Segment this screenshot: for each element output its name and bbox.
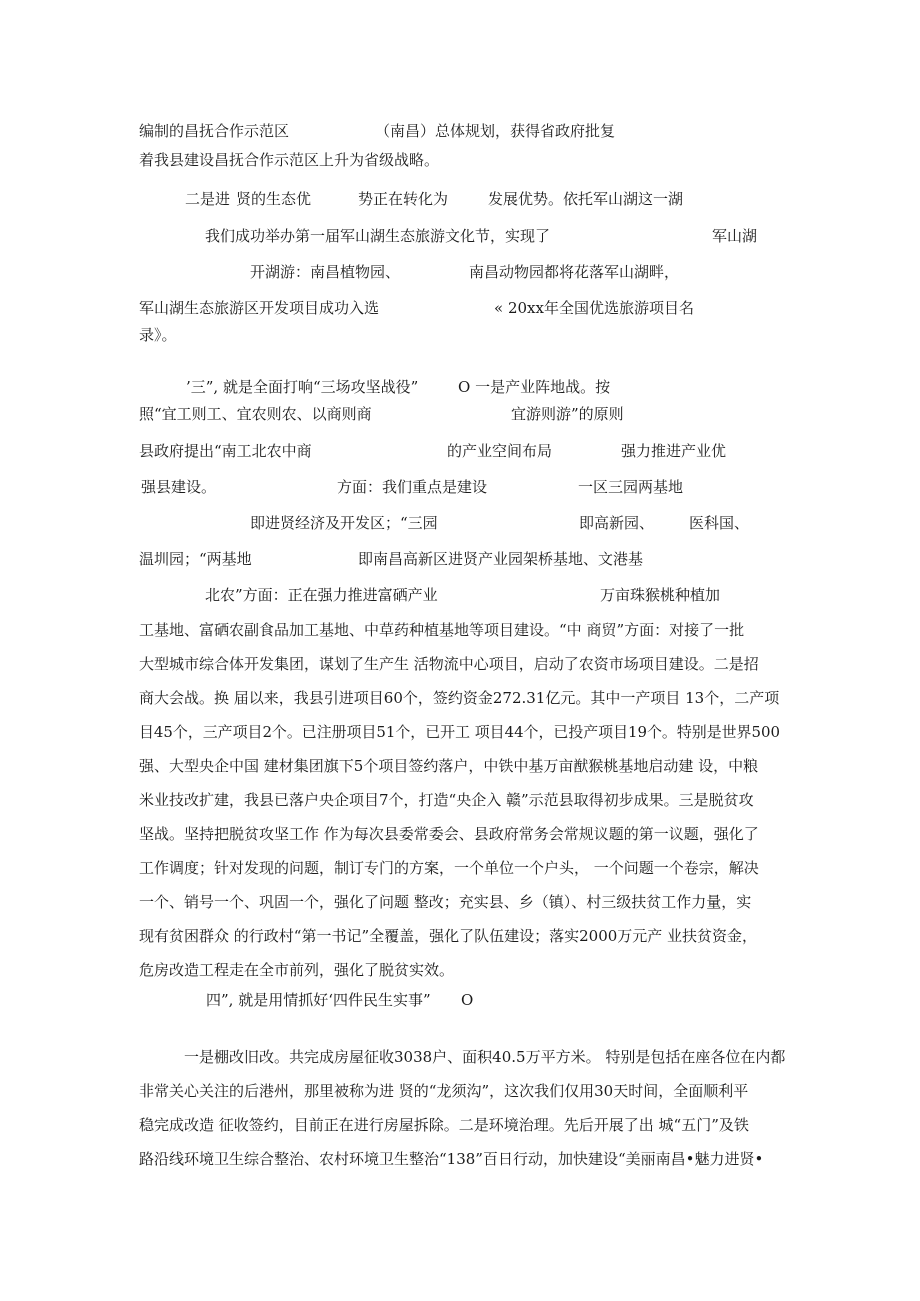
text-segment: 军山湖生态旅游区开发项目成功入选 <box>139 299 380 317</box>
text-line: 路沿线环境卫生综合整治、农村环境卫生整治“138”百日行动，加快建设“美丽南昌•魅力进贤• <box>139 1150 764 1168</box>
text-segment: 一是棚改旧改。共完成房屋征收3038户、面积40.5万平方米。 特别是包括在座各位在内都 <box>184 1048 786 1066</box>
text-line: 危房改造工程走在全市前列，强化了脱贫实效。 <box>139 961 455 979</box>
text-segment: ’三”, 就是全面打响“三场攻坚战役” <box>186 378 419 396</box>
text-segment: 县政府提出“南工北农中商 <box>139 442 312 460</box>
text-line: 强、大型央企中国 建材集团旗下5个项目签约落户，中铁中基万亩猷猴桃基地启动建 设，中粮 <box>139 757 759 775</box>
text-line: 非常关心关注的后港州，那里被称为进 贤的“龙须沟”，这次我们仅用30天时间，全面顺利平 <box>139 1082 749 1100</box>
text-segment: 宜游则游”的原则 <box>511 405 624 423</box>
text-line: 录》。 <box>139 326 177 344</box>
text-segment: O <box>461 991 474 1009</box>
text-segment: 医科国、 <box>689 514 750 532</box>
text-line: 目45个，三产项目2个。已注册项目51个，已开工 项目44个，已投产项目19个。特别是世界500 <box>139 723 780 741</box>
text-segment: 发展优势。依托军山湖这一湖 <box>488 190 684 208</box>
text-segment: 即进贤经济及开发区；“三园 <box>250 514 438 532</box>
text-line: 大型城市综合体开发集团，谋划了生产生 活物流中心项目，启动了农资市场项目建设。二是招 <box>139 655 759 673</box>
text-segment: 二是进 <box>185 190 231 208</box>
text-segment: 强力推进产业优 <box>621 442 727 460</box>
text-segment: 强县建设。 <box>141 478 217 496</box>
text-line: 一个、销号一个、巩固一个，强化了问题 整改；充实县、乡（镇）、村三级扶贫工作力量，实 <box>139 893 752 911</box>
text-segment: （南昌）总体规划，获得省政府批复 <box>375 122 616 140</box>
text-line: 着我县建设昌抚合作示范区上升为省级战略。 <box>139 151 440 169</box>
text-segment: 万亩珠猴桃种植加 <box>600 586 721 604</box>
text-line: 米业技改扩建，我县已落户央企项目7个，打造“央企入 赣”示范县取得初步成果。三是脱贫攻 <box>139 791 754 809</box>
text-segment: 我们成功举办第一届军山湖生态旅游文化节，实现了 <box>205 227 551 245</box>
text-segment: 南昌动物园都将花落军山湖畔， <box>469 263 680 281</box>
text-segment: 方面：我们重点是建设 <box>337 478 488 496</box>
text-line: 稳完成改造 征收签约，目前正在进行房屋拆除。二是环境治理。先后开展了出 城“五门”及铁 <box>139 1116 749 1134</box>
text-segment: 即南昌高新区进贤产业园架桥基地、文港基 <box>358 550 644 568</box>
text-line: 商大会战。换 届以来，我县引进项目60个，签约资金272.31亿元。其中一产项目 13个，二产项 <box>139 689 780 707</box>
text-line: 工作调度；针对发现的问题，制订专门的方案，一个单位一个户头， 一个问题一个卷宗，解决 <box>139 859 759 877</box>
text-segment: 四”, 就是用情抓好‘四件民生实事” <box>206 991 431 1009</box>
text-segment: 照“宜工则工、宜农则农、以商则商 <box>139 405 372 423</box>
text-line: 现有贫困群众 的行政村“第一书记”全覆盖，强化了队伍建设；落实2000万元产 业扶贫资金， <box>139 927 758 945</box>
text-segment: 军山湖 <box>712 227 758 245</box>
text-segment: 贤的生态优 <box>236 190 312 208</box>
text-line: 坚战。坚持把脱贫攻坚工作 作为每次县委常委会、县政府常务会常规议题的第一议题，强化了 <box>139 825 759 843</box>
text-segment: 的产业空间布局 <box>447 442 553 460</box>
text-segment: « 20xx年全国优选旅游项目名 <box>494 299 694 317</box>
text-segment: 温圳园；“两基地 <box>139 550 252 568</box>
text-segment: 北农”方面：正在强力推进富硒产业 <box>205 586 438 604</box>
text-segment: 一区三园两基地 <box>578 478 684 496</box>
text-segment: O 一是产业阵地战。按 <box>458 378 611 396</box>
text-segment: 势正在转化为 <box>358 190 449 208</box>
text-segment: 开湖游：南昌植物园、 <box>250 263 401 281</box>
text-line: 工基地、富硒农副食品加工基地、中草药种植基地等项目建设。“中 商贸”方面：对接了一批 <box>139 621 745 639</box>
text-segment: 编制的昌抚合作示范区 <box>139 122 290 140</box>
text-segment: 即高新园、 <box>579 514 655 532</box>
